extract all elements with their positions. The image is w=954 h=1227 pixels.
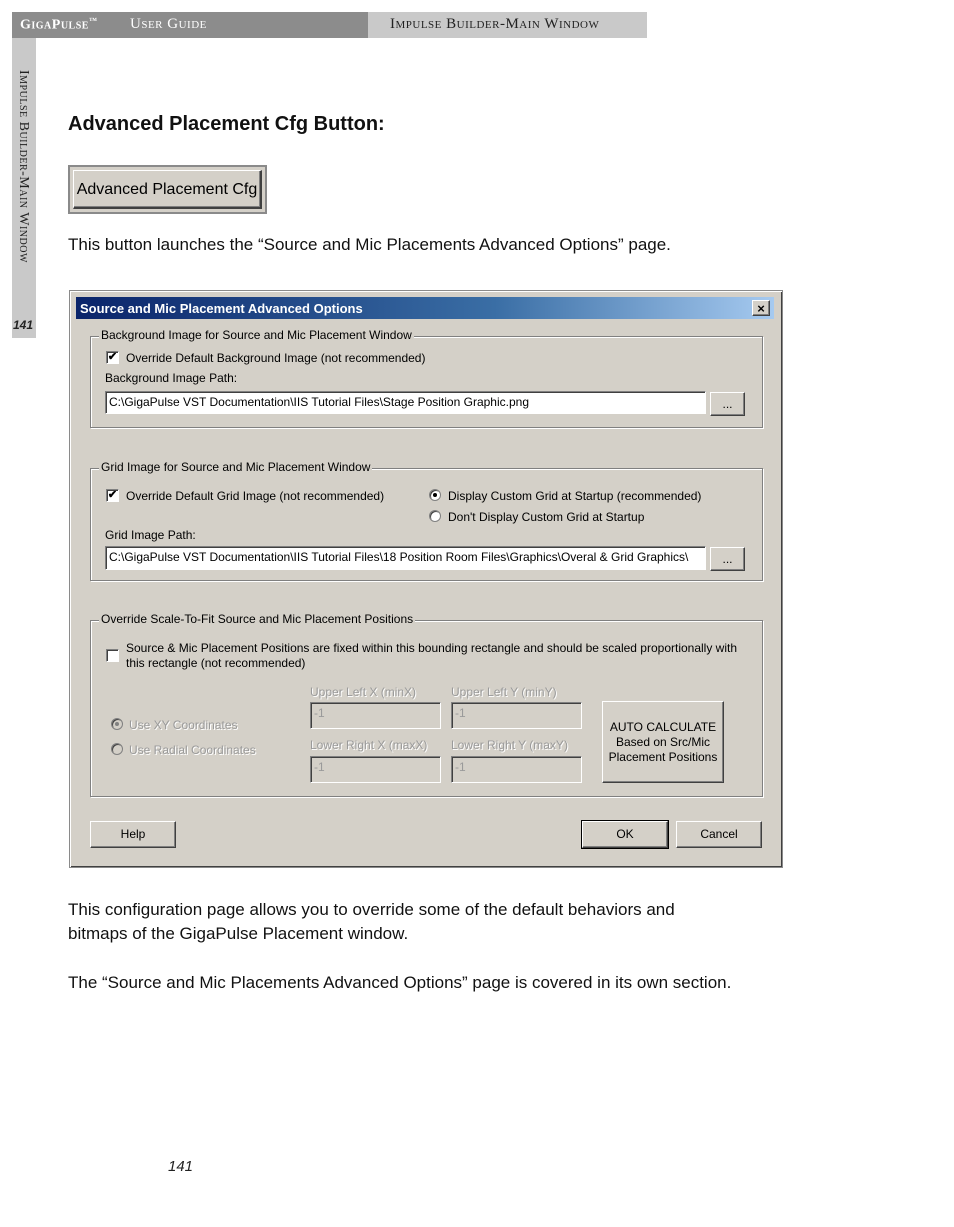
header-right-band	[368, 12, 647, 38]
footer-page-number: 141	[168, 1158, 194, 1175]
config-paragraph-line1: This configuration page allows you to override some of the default behaviors and	[68, 900, 675, 919]
lower-right-y-input[interactable]: -1	[451, 756, 582, 783]
side-chapter-title: Impulse Builder-Main Window	[16, 70, 31, 263]
header-chapter-title: Impulse Builder-Main Window	[390, 16, 600, 32]
close-icon[interactable]: ×	[752, 300, 770, 316]
coverage-paragraph: The “Source and Mic Placements Advanced Options” page is covered in its own section.	[68, 973, 732, 992]
override-grid-label: Override Default Grid Image (not recommended)	[126, 489, 385, 503]
fixed-positions-checkbox[interactable]	[106, 649, 119, 662]
override-grid-checkbox[interactable]: ✔	[107, 489, 118, 501]
page-header	[12, 12, 647, 38]
dont-display-grid-label: Don't Display Custom Grid at Startup	[448, 510, 645, 524]
auto-calculate-button[interactable]	[602, 701, 724, 783]
upper-left-y-input[interactable]: -1	[451, 702, 582, 729]
section-heading: Advanced Placement Cfg Button:	[68, 113, 385, 135]
header-guide-title: User Guide	[130, 16, 207, 32]
cancel-button[interactable]: Cancel	[676, 821, 762, 848]
advanced-placement-cfg-button[interactable]: Advanced Placement Cfg	[73, 170, 262, 209]
upper-left-y-label: Upper Left Y (minY)	[451, 685, 557, 699]
grid-path-label: Grid Image Path:	[105, 528, 196, 542]
lower-right-x-label: Lower Right X (maxX)	[310, 738, 428, 752]
background-browse-button[interactable]: ...	[710, 392, 745, 416]
use-radial-radio[interactable]	[111, 743, 123, 755]
lower-right-x-input[interactable]: -1	[310, 756, 441, 783]
upper-left-x-label: Upper Left X (minX)	[310, 685, 417, 699]
use-xy-label: Use XY Coordinates	[129, 718, 238, 732]
scale-group-legend: Override Scale-To-Fit Source and Mic Placement Positions	[101, 612, 414, 626]
header-left-band	[12, 12, 368, 38]
side-page-number: 141	[13, 318, 34, 332]
display-grid-label: Display Custom Grid at Startup (recommended)	[448, 489, 702, 503]
ok-button[interactable]: OK	[582, 821, 668, 848]
grid-group-legend: Grid Image for Source and Mic Placement Window	[101, 460, 371, 474]
intro-paragraph: This button launches the “Source and Mic Placements Advanced Options” page.	[68, 235, 671, 254]
background-group-legend: Background Image for Source and Mic Placement Window	[101, 328, 412, 342]
fixed-positions-label-line1: Source & Mic Placement Positions are fixed within this bounding rectangle and should be scaled proportionally with	[126, 641, 738, 655]
auto-calc-line1: AUTO CALCULATE	[609, 719, 717, 734]
override-background-label: Override Default Background Image (not recommended)	[126, 351, 426, 365]
background-path-label: Background Image Path:	[105, 371, 238, 385]
config-paragraph-line2: bitmaps of the GigaPulse Placement window.	[68, 924, 409, 943]
side-chapter-tab	[12, 38, 36, 338]
auto-calc-line3: Placement Positions	[608, 749, 718, 764]
background-path-input[interactable]: C:\GigaPulse VST Documentation\IIS Tutorial Files\Stage Position Graphic.png	[105, 391, 706, 414]
auto-calc-line2: Based on Src/Mic	[615, 734, 711, 749]
lower-right-y-label: Lower Right Y (maxY)	[451, 738, 568, 752]
display-grid-radio[interactable]	[429, 489, 441, 501]
grid-path-input[interactable]: C:\GigaPulse VST Documentation\IIS Tutorial Files\18 Position Room Files\Graphics\Overal & Grid Graphics\	[105, 546, 706, 570]
header-brand: GigaPulse™	[20, 16, 98, 33]
dont-display-grid-radio[interactable]	[429, 510, 441, 522]
dialog-title: Source and Mic Placement Advanced Options	[80, 301, 363, 316]
advanced-placement-button-figure	[68, 165, 267, 214]
config-paragraph	[68, 898, 675, 946]
advanced-options-dialog	[69, 290, 783, 868]
fixed-positions-label-line2: this rectangle (not recommended)	[126, 656, 306, 670]
help-button[interactable]: Help	[90, 821, 176, 848]
use-xy-radio[interactable]	[111, 718, 123, 730]
override-background-checkbox[interactable]: ✔	[107, 351, 118, 363]
use-radial-label: Use Radial Coordinates	[129, 743, 256, 757]
upper-left-x-input[interactable]: -1	[310, 702, 441, 729]
grid-browse-button[interactable]: ...	[710, 547, 745, 571]
dialog-titlebar	[76, 297, 774, 319]
